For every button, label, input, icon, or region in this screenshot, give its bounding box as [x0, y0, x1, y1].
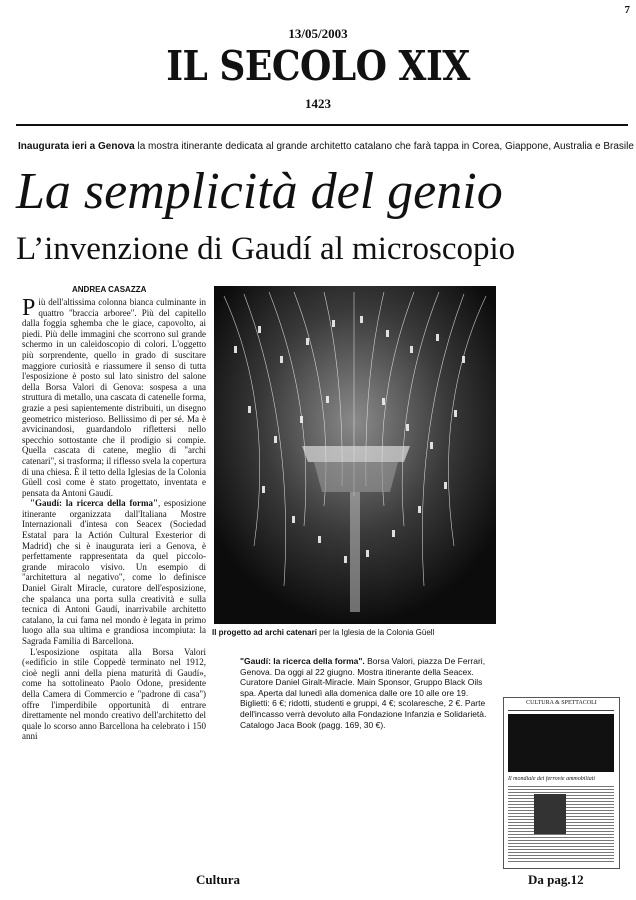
photo-caption: [212, 628, 512, 637]
article-body: [22, 297, 206, 742]
kicker-lead: Inaugurata ieri a Genova: [18, 141, 135, 152]
thumbnail-divider: [508, 710, 614, 711]
newspaper-masthead: IL SECOLO XIX: [166, 41, 470, 91]
drop-cap: P: [22, 295, 36, 321]
catenary-model-image: [214, 286, 496, 624]
article-subheadline: L’invenzione di Gaudí al microscopio: [16, 231, 516, 267]
issue-number: 1423: [305, 96, 331, 111]
thumbnail-dark-block: [508, 714, 614, 772]
publication-date: 13/05/2003: [288, 26, 348, 41]
article-kicker: [18, 141, 634, 153]
article-paragraph-1: [22, 297, 206, 498]
thumbnail-title: Il mondiale dei ferrovie ammobiliati: [508, 776, 596, 782]
article-photo: [214, 286, 496, 624]
info-title: "Gaudí: la ricerca della forma".: [240, 656, 365, 666]
article-byline: ANDREA CASAZZA: [72, 285, 147, 294]
caption-rest: per la Iglesia de la Colonia Güell: [316, 628, 435, 637]
caption-lead: Il progetto ad archi catenari: [212, 628, 317, 637]
section-footer: Cultura: [196, 872, 241, 887]
paragraph-1-text: iù dell'altissima colonna bianca culminante in quattro "braccia arboree". Più del capitello dalla foggia sghemba che le giace, capovolto, ai piedi. Più delle immagini che scorrono sul grande schermo in un caleidoscopio di colori. L'oggetto più sorprendente, quello in grado di suscitare maggiore curiosità e riassumere il senso di tutta l'esposizione è posto sul lato sinistro del salone della Borsa Valori di Genova: sospesa a una struttura di metallo, una cascata di catenelle forma, grazie a pesi sapientemente distribuiti, un disegno geometrico misterioso. Bellissimo di per sé. Ma è avvicinandosi, guardandolo riflettersi nello specchio sottostante che il prodigio si compie. Quella cascata di catene, meglio di "archi catenari", si trasforma; il riflesso svela la copertura di una chiesa. È il tetto della Iglesias de la Colonia Güell così come è stato progettato, inventata e pensata da Antoni Gaudí.: [22, 297, 206, 498]
article-paragraph-2: [22, 498, 206, 646]
exhibition-info-box: [240, 656, 488, 730]
thumbnail-section-header: CULTURA & SPETTACOLI: [526, 700, 597, 706]
thumbnail-photo: [534, 794, 566, 834]
kicker-rest: la mostra itinerante dedicata al grande architetto catalano che farà tappa in Corea, Giappone, Australia e Brasile: [134, 141, 634, 152]
article-headline: La semplicità del genio: [16, 163, 503, 220]
article-paragraph-3: L'esposizione ospitata alla Borsa Valori («edificio in stile Coppedè terminato nel 1912, cioè negli anni della piena maturità di Gaudí», come ha sottolineato Paolo Odone, presidente della Camera di Commercio e "padrone di casa") offre l'imperdibile opportunità di entrare direttamente nel mondo creativo dell'architetto del quale lo scorso anno Barcellona ha celebrato i 150 anni: [22, 646, 206, 742]
top-divider: [16, 124, 628, 126]
exhibition-title: "Gaudí: la ricerca della forma": [30, 498, 158, 509]
paragraph-2-text: , esposizione itinerante organizzata dall'Italiana Mostre Internazionali d'intesa con Seacex (Sociedad Estatal para la Actión Cultural Exesterior di Madrid) che si è inaugurata ieri a Genova, è perfettamente rappresentata da quel piccolo-grande miracolo visivo. Un esempio di "architettura al negativo", come lo definisce Daniel Giralt Miracle, curatore dell'esposizione, che spalanca una porta sulla creatività e sulla tecnica di Antoni Gaudí, inarrivabile architetto catalano, la cui fama nel mondo è legata in primo luogo alla sua ultima e grandiosa incompiuta: la Sagrada Familia di Barcellona.: [22, 498, 206, 646]
continued-from-footer: Da pag.12: [528, 872, 584, 887]
info-text: Borsa Valori, piazza De Ferrari, Genova. Da oggi al 22 giugno. Mostra itinerante della Seacex. Curatore Daniel Giralt-Miracle. Main Sponsor, Gruppo Black Oils spa. Aperta dal lunedì alla domenica dalle ore 10 alle ore 19. Biglietti: 6 €; ridotti, studenti e gruppi, 4 €; scolaresche, 2 €. Parte dell'incasso verrà devoluto alla Fondazione Infanzia e Solidarietà. Catalogo Jaca Book (pagg. 169, 30 €).: [240, 656, 487, 730]
page-thumbnail: [503, 697, 620, 869]
page-number: 7: [624, 4, 630, 16]
